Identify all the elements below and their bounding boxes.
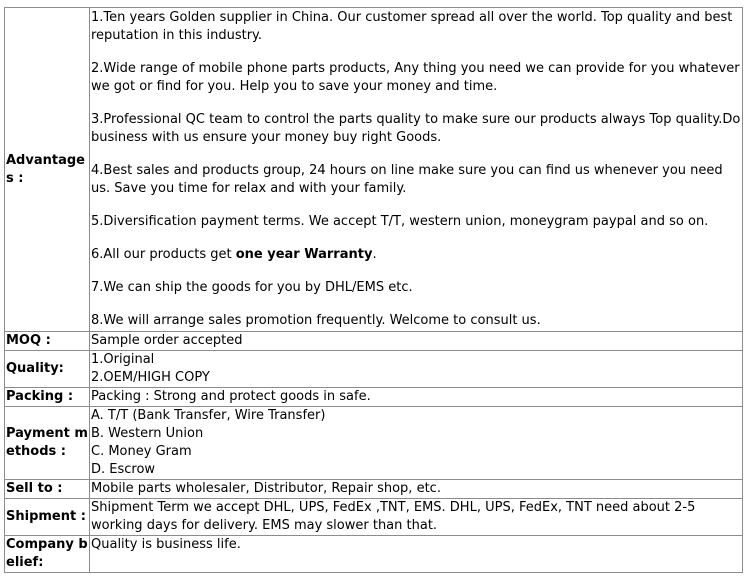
table-row-quality [5, 351, 743, 388]
row-label-moq: MOQ : [5, 332, 90, 351]
row-value-quality [90, 351, 743, 388]
advantage-item: 1.Ten years Golden supplier in China. Our customer spread all over the world. Top quality and best reputation in this industry. [91, 10, 733, 43]
payment-method: B. Western Union [91, 426, 204, 441]
moq-text: Sample order accepted [91, 333, 243, 348]
table-row-company-belief [5, 536, 743, 573]
advantage-item: 4.Best sales and products group, 24 hours on line make sure you can find us whenever you need us. Save you time for relax and with your family. [91, 163, 723, 196]
row-label-company-belief: Company belief: [5, 536, 90, 573]
quality-option: 1.Original [91, 352, 155, 367]
row-value-advantages [90, 8, 743, 332]
advantage-item: 5.Diversification payment terms. We accept T/T, western union, moneygram paypal and so on. [91, 214, 709, 229]
row-value-sell-to [90, 480, 743, 499]
advantage-item: 3.Professional QC team to control the parts quality to make sure our products always Top quality.Do business with us ensure your money buy right Goods. [91, 112, 741, 145]
payment-method: A. T/T (Bank Transfer, Wire Transfer) [91, 408, 326, 423]
advantage-item: 7.We can ship the goods for you by DHL/EMS etc. [91, 280, 413, 295]
product-info-table [4, 7, 743, 573]
row-value-shipment [90, 499, 743, 536]
row-label-payment: Payment methods : [5, 407, 90, 480]
row-value-moq [90, 332, 743, 351]
row-value-packing [90, 388, 743, 407]
advantage-item: 8.We will arrange sales promotion frequently. Welcome to consult us. [91, 313, 541, 328]
payment-method: D. Escrow [91, 462, 156, 477]
sell-to-text: Mobile parts wholesaler, Distributor, Repair shop, etc. [91, 481, 441, 496]
table-row-moq [5, 332, 743, 351]
table-row-payment [5, 407, 743, 480]
table-row-sell-to [5, 480, 743, 499]
row-label-advantages: Advantages : [5, 8, 90, 332]
company-belief-text: Quality is business life. [91, 537, 241, 552]
table-row-packing [5, 388, 743, 407]
row-label-sell-to: Sell to : [5, 480, 90, 499]
warranty-text-before: 6.All our products get [91, 247, 236, 262]
advantage-item-warranty [91, 246, 741, 264]
row-label-quality: Quality: [5, 351, 90, 388]
advantage-item: 2.Wide range of mobile phone parts products, Any thing you need we can provide for you whatever we got or find for you. Help you to save your money and time. [91, 61, 740, 94]
table-row-advantages [5, 8, 743, 332]
row-value-company-belief [90, 536, 743, 573]
shipment-text: Shipment Term we accept DHL, UPS, FedEx ,TNT, EMS. DHL, UPS, FedEx, TNT need about 2-5 working days for delivery. EMS may slower than that. [91, 500, 696, 533]
quality-option: 2.OEM/HIGH COPY [91, 370, 210, 385]
payment-method: C. Money Gram [91, 444, 192, 459]
row-value-payment [90, 407, 743, 480]
warranty-highlight: one year Warranty [235, 247, 373, 262]
table-row-shipment [5, 499, 743, 536]
row-label-packing: Packing : [5, 388, 90, 407]
row-label-shipment: Shipment : [5, 499, 90, 536]
warranty-text-after: . [372, 247, 377, 262]
packing-text: Packing : Strong and protect goods in safe. [91, 389, 371, 404]
